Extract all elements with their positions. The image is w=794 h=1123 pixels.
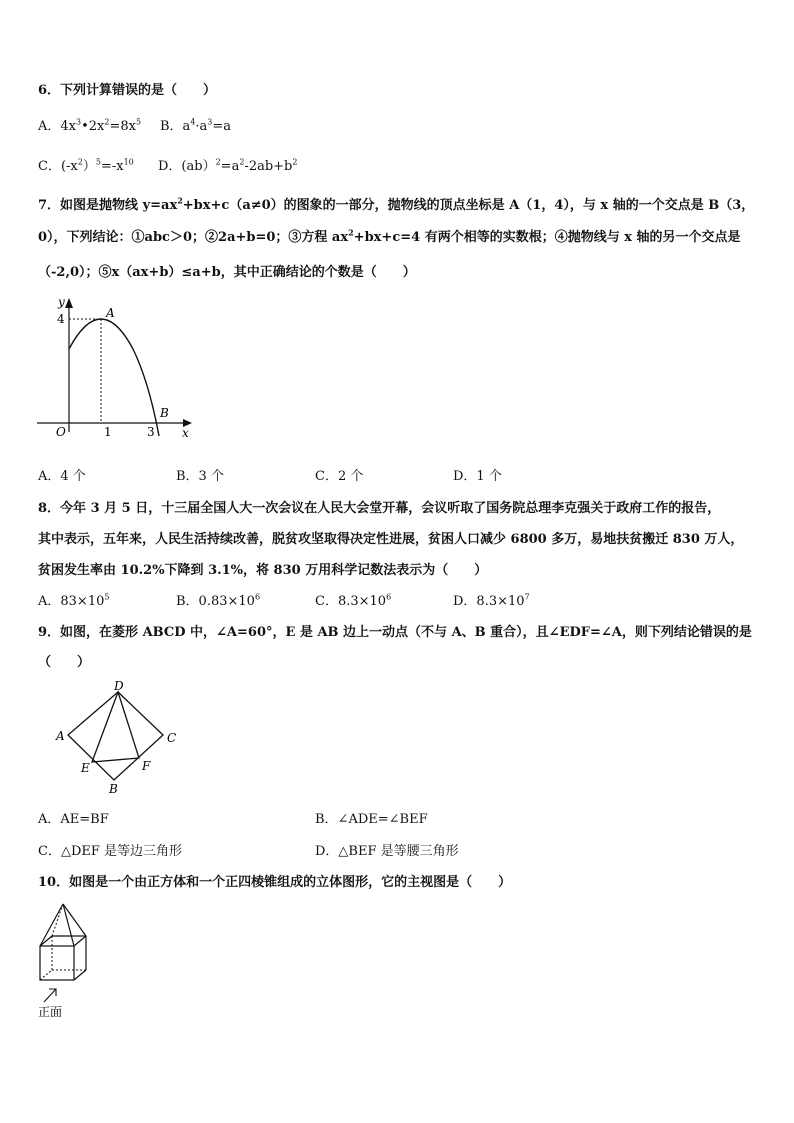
view-direction-arrow-icon [44,989,56,1002]
q6-stem: 6．下列计算错误的是（ ） [38,83,217,98]
q9-line-1: 9．如图，在菱形 ABCD 中，∠A=60°，E 是 AB 边上一动点（不与 A、B 重合），且∠EDF=∠A，则下列结论错误的是 [38,625,752,640]
triangle-def [92,692,139,762]
pyramid-edge [63,904,74,946]
point-f-label: F [142,759,151,773]
point-a-label: A [106,306,115,320]
q6-option-d: D．$(ab)^2=a^2-2ab+b^2$ [158,157,298,174]
q6-option-a: A．$4x^3•2x^2=8x^5$ [38,117,142,134]
q8-line-3: 贫困发生率由 10.2%下降到 3.1%，将 830 万用科学记数法表示为（ ） [38,563,488,578]
q8-option-d: D．$8.3\times 10^7$ [453,592,530,609]
q8-line-2: 其中表示，五年来，人民生活持续改善，脱贫攻坚取得决定性进展，贫困人口减少 6800 多万，易地扶贫搬迁 830 万人， [38,532,744,547]
vertex-a-label: A [56,729,65,743]
point-e-label: E [81,761,90,775]
cube-front-face [40,946,74,980]
q9-option-c: C．△DEF 是等边三角形 [38,844,183,859]
front-view-label: 正面 [38,1005,63,1019]
q10-solid-figure [34,898,96,1022]
vertex-b-label: B [109,782,118,796]
q10-stem: 10．如图是一个由正方体和一个正四棱锥组成的立体图形，它的主视图是（ ） [38,875,512,890]
cube-hidden-edge [40,970,52,980]
q8-option-c: C．$8.3\times 10^6$ [315,592,392,609]
q7-option-b: B．3 个 [176,469,224,484]
cube-edge [74,970,86,980]
q7-option-c: C．2 个 [315,469,364,484]
vertex-c-label: C [167,731,177,745]
q7-option-a: A．4 个 [38,469,86,484]
y-tick-4: 4 [57,312,65,326]
y-axis-label: y [58,295,65,309]
origin-label: O [56,425,66,439]
cube-edge [40,936,52,946]
q6-option-c: C．$(-x^2)^5=-x^{10}$ [38,157,134,174]
q9-rhombus-figure [48,680,188,798]
q8-line-1: 8．今年 3 月 5 日，十三届全国人大一次会议在人民大会堂开幕，会议听取了国务院总理李克强关于政府工作的报告， [38,501,721,516]
pyramid-edge [63,904,86,936]
pyramid-edge [40,904,63,946]
q9-option-b: B．∠ADE=∠BEF [315,812,428,827]
q7-option-d: D．1 个 [453,469,502,484]
q8-option-a: A．$83\times 10^5$ [38,592,110,609]
q6-option-b: B．$a^4\cdot a^3=a$ [160,117,232,134]
q7-line-2: 0），下列结论：①abc＞0；②2a+b=0；③方程 $ax^2+bx+c=4$ 有两个相等的实数根；④抛物线与 x 轴的另一个交点是 [38,227,741,245]
vertex-d-label: D [114,680,124,693]
q9-option-d: D．△BEF 是等腰三角形 [315,844,459,859]
q9-line-2: （ ） [38,655,91,670]
q7-line-3: （-2,0）；⑤x（ax+b）≤a+b，其中正确结论的个数是（ ） [38,265,416,280]
cube-edge [74,936,86,946]
q7-parabola-graph [32,292,202,442]
q7-line-1: 7．如图是抛物线 $y=ax^2+bx+c(a\ne 0)$的图象的一部分，抛物线的顶点坐标是 A（1，4），与 x 轴的一个交点是 B（3， [38,195,755,213]
parabola-curve [69,319,159,436]
q8-option-b: B．$0.83\times 10^6$ [176,592,261,609]
x-tick-3: 3 [147,425,155,439]
point-b-label: B [160,406,169,420]
y-axis-arrow-icon [65,298,73,308]
x-axis-label: x [182,426,189,440]
q9-option-a: A．AE=BF [38,812,109,827]
x-tick-1: 1 [104,425,112,439]
